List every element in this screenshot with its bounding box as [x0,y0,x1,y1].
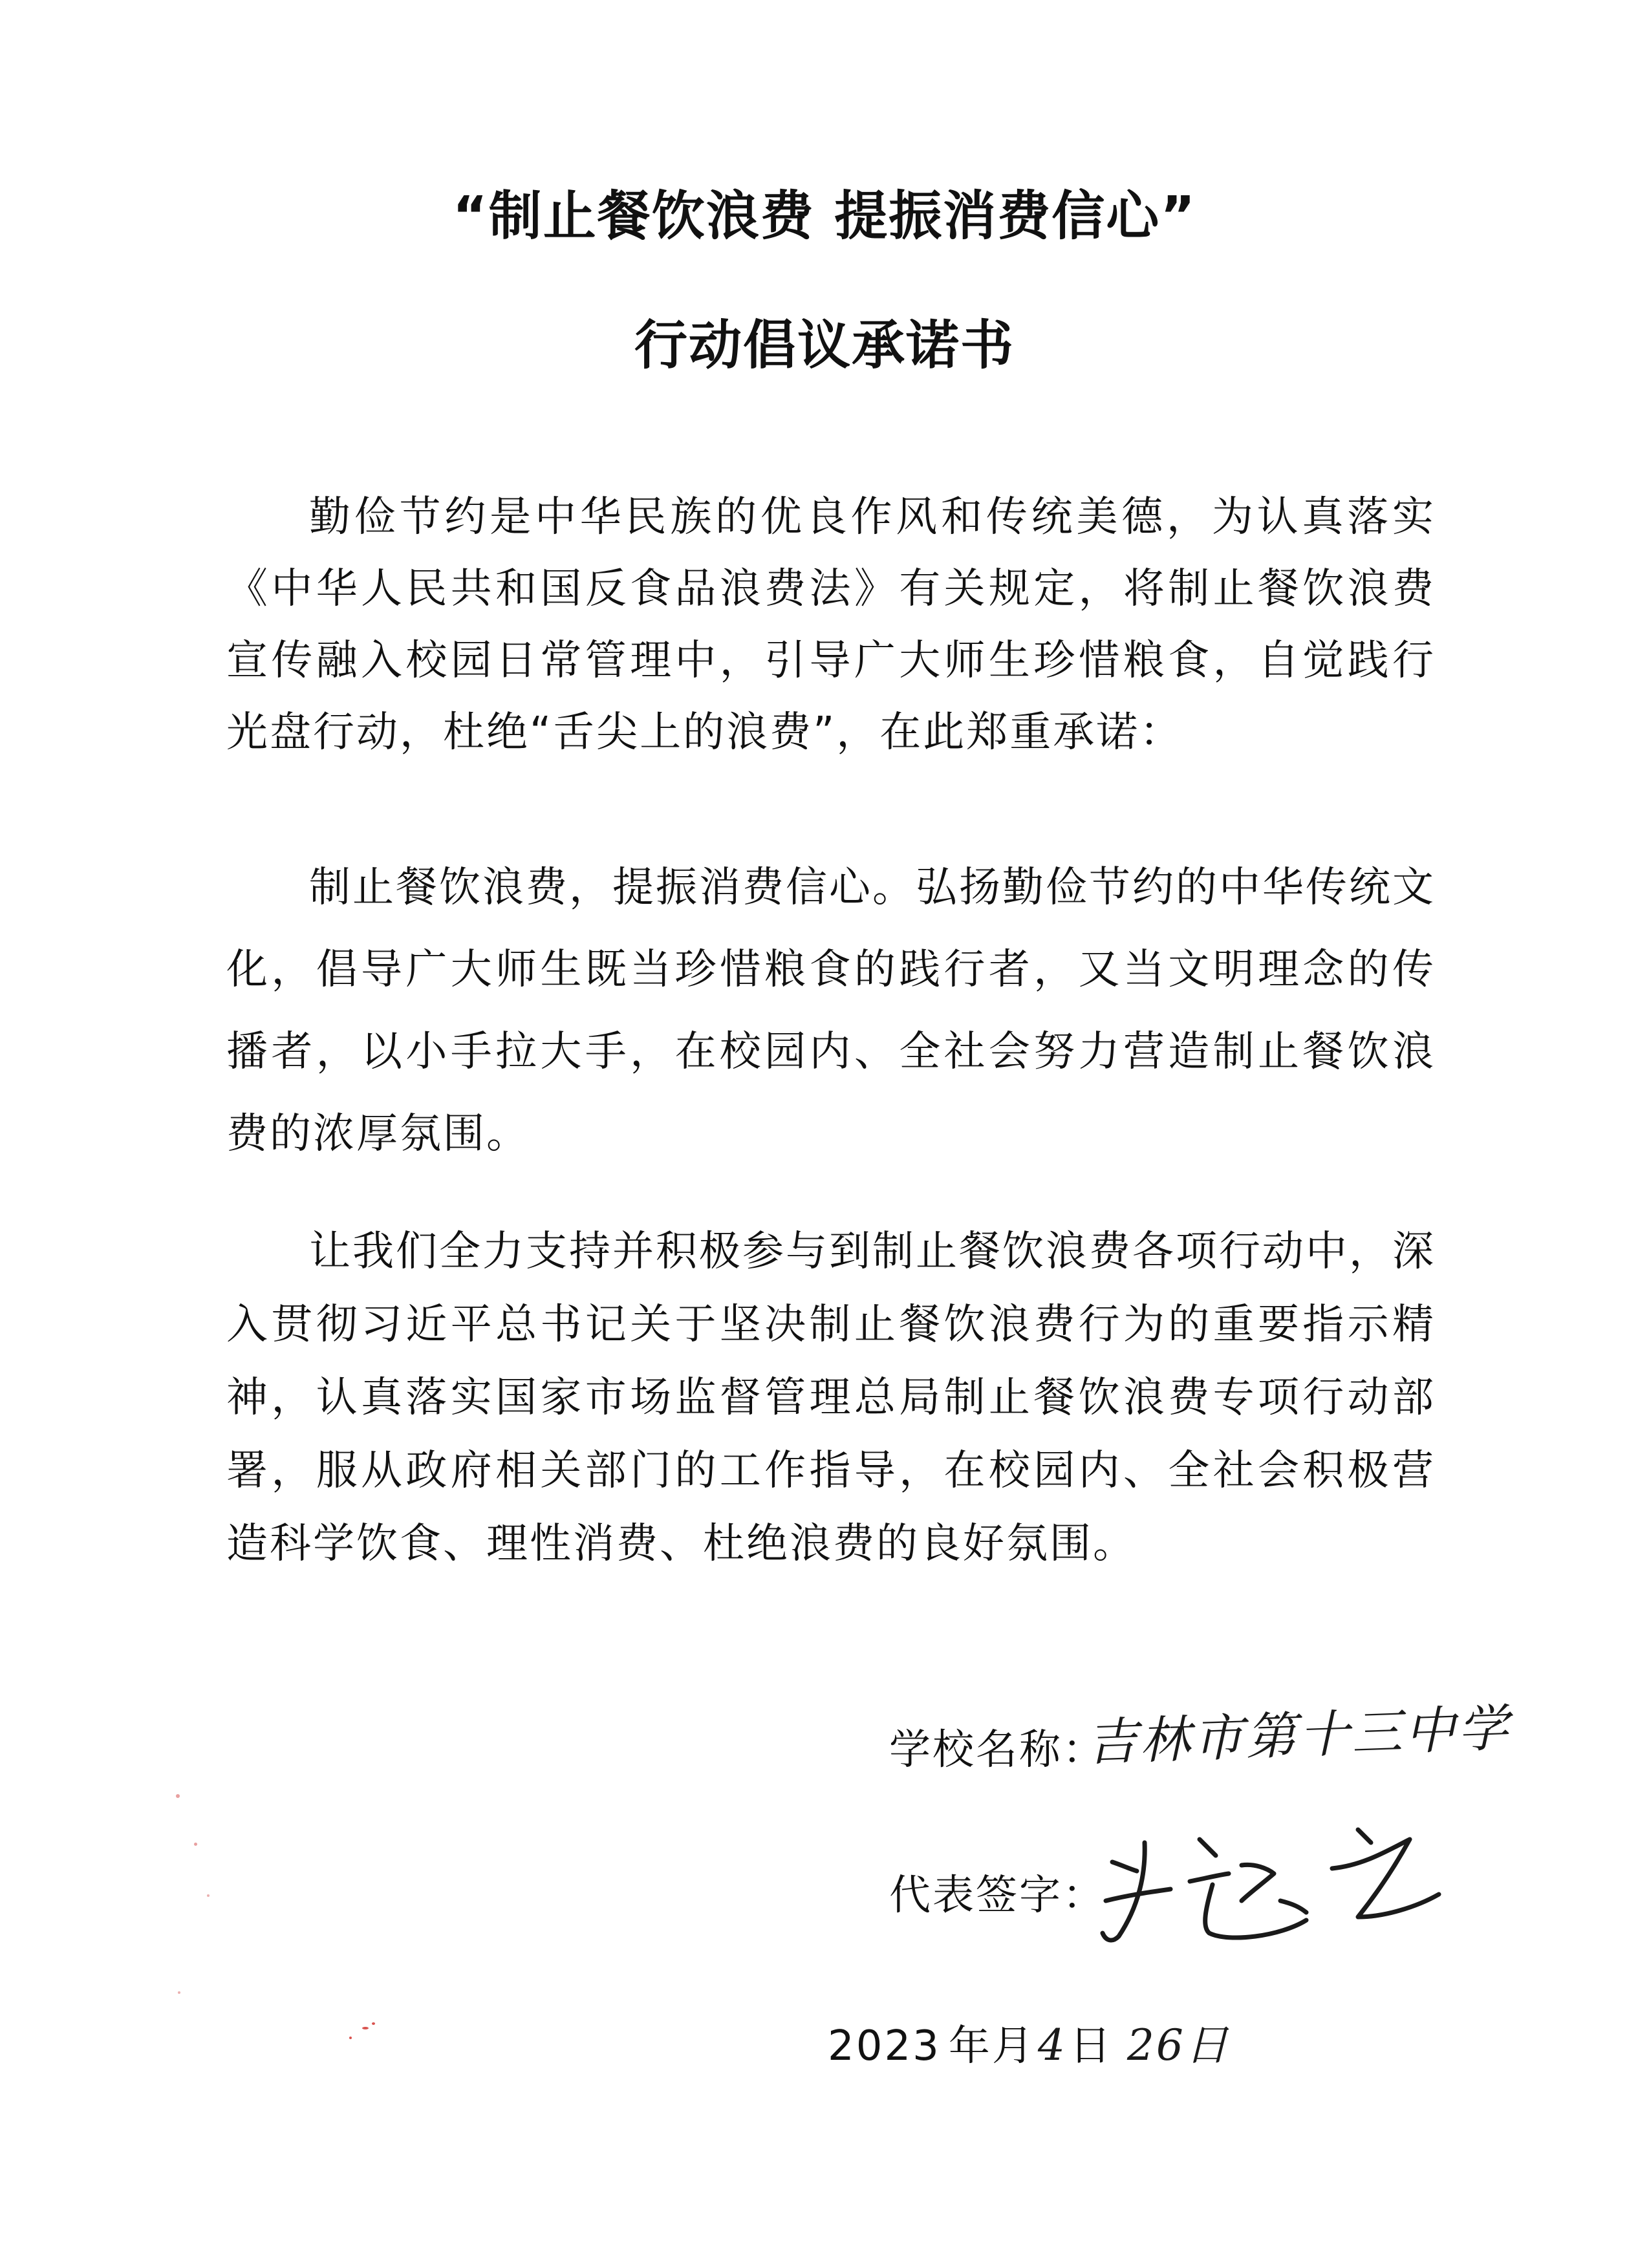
date-month-handwritten: 4 [1037,2020,1067,2070]
representative-signature-label: 代表签字： [889,1872,1106,1920]
stamp-speck [207,1894,210,1897]
stamp-speck [176,1794,180,1798]
date-day-label: 日 [1069,2022,1113,2070]
school-name-handwritten: 吉林市第十三中学 [1085,1699,1512,1773]
stamp-speck [178,1991,180,1994]
school-name-label: 学校名称： [889,1726,1106,1774]
document-title-line1: “制止餐饮浪费 提振消费信心” [452,186,1197,247]
body-paragraph-3: 让我们全力支持并积极参与到制止餐饮浪费各项行动中，深入贯彻习近平总书记关于坚决制止餐饮浪费行为的重要指示精神，认真落实国家市场监督管理总局制止餐饮浪费专项行动部署，服从政府相关部门的工作指导，在校园内、全社会积极营造科学饮食、理性消费、杜绝浪费的良好氛围。 [226,1228,1436,1568]
date-year-suffix: 年 [948,2022,992,2070]
stamp-speck [372,2022,375,2025]
stamp-speck [349,2037,352,2039]
document-title-line2: 行动倡议承诺书 [634,315,1015,376]
date-year: 2023 [828,2022,941,2070]
date-month-label: 月 [991,2022,1035,2070]
handwritten-signature [1086,1804,1449,1952]
date-day-handwritten: 26日 [1126,2020,1230,2070]
body-paragraph-2: 制止餐饮浪费，提振消费信心。弘扬勤俭节约的中华传统文化，倡导广大师生既当珍惜粮食的践行者，又当文明理念的传播者，以小手拉大手，在校园内、全社会努力营造制止餐饮浪费的浓厚氛围。 [226,864,1436,1158]
body-paragraph-1: 勤俭节约是中华民族的优良作风和传统美德，为认真落实《中华人民共和国反食品浪费法》有关规定，将制止餐饮浪费宣传融入校园日常管理中，引导广大师生珍惜粮食，自觉践行光盘行动，杜绝“舌尖上的浪费”，在此郑重承诺： [226,493,1436,756]
stamp-speck [362,2027,369,2029]
date-line [828,2011,1233,2072]
stamp-speck [194,1843,197,1846]
